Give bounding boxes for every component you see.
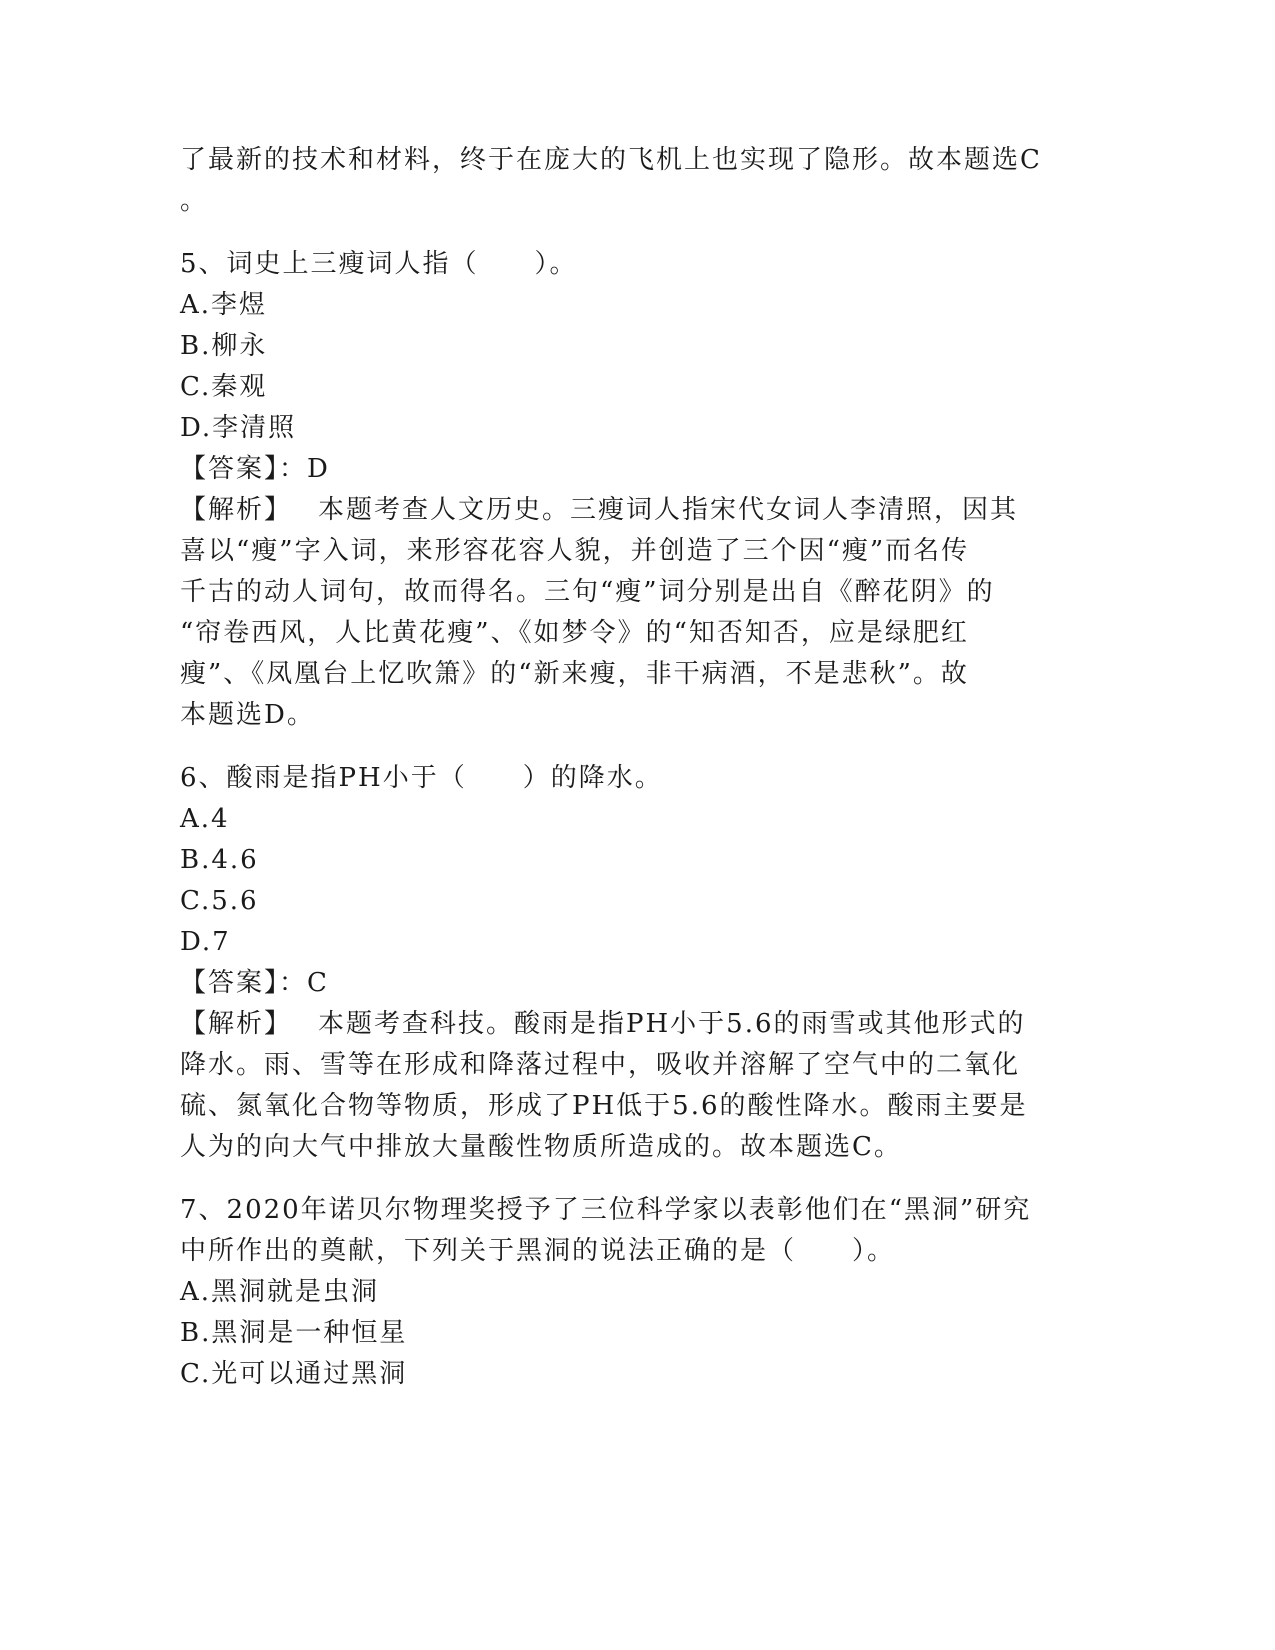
document-page	[180, 140, 1040, 1395]
option-d: D.李清照	[180, 413, 297, 443]
answer-label: 【答案】：	[180, 968, 308, 998]
analysis-line: 瘦”、《凤凰台上忆吹箫》的“新来瘦，非干病酒，不是悲秋”。故	[180, 659, 969, 689]
option-d: D.7	[180, 927, 231, 957]
question-stem: 中所作出的奠献，下列关于黑洞的说法正确的是（ ）。	[180, 1236, 896, 1266]
question-stem: 5、词史上三瘦词人指（ ）。	[180, 249, 578, 279]
analysis-line: 喜以“瘦”字入词，来形容花容人貌，并创造了三个因“瘦”而名传	[180, 536, 970, 566]
analysis	[180, 1004, 1040, 1168]
option-a: A.李煜	[180, 290, 268, 320]
option-c: C.光可以通过黑洞	[180, 1359, 408, 1389]
question-7	[180, 1190, 1040, 1395]
question-6	[180, 758, 1040, 1168]
analysis-line: 硫、氮氧化合物等物质，形成了PH低于5.6的酸性降水。酸雨主要是	[180, 1091, 1028, 1121]
answer-line	[180, 449, 1040, 490]
analysis-line: 千古的动人词句，故而得名。三句“瘦”词分别是出自《醉花阴》的	[180, 577, 995, 607]
option-b: B.柳永	[180, 331, 268, 361]
answer-value: D	[307, 454, 330, 484]
analysis-label: 【解析】	[180, 1009, 293, 1039]
option-c: C.秦观	[180, 372, 268, 402]
answer-line	[180, 963, 1040, 1004]
question-stem: 6、酸雨是指PH小于（ ）的降水。	[180, 763, 663, 793]
option-b: B.4.6	[180, 845, 259, 875]
option-a: A.4	[180, 804, 230, 834]
question-stem: 7、2020年诺贝尔物理奖授予了三位科学家以表彰他们在“黑洞”研究	[180, 1195, 1032, 1225]
question-5	[180, 244, 1040, 736]
answer-value: C	[307, 968, 329, 998]
option-b: B.黑洞是一种恒星	[180, 1318, 408, 1348]
analysis-line: 人为的向大气中排放大量酸性物质所造成的。故本题选C。	[180, 1132, 902, 1162]
analysis-text: 本题考查科技。酸雨是指PH小于5.6的雨雪或其他形式的	[318, 1009, 1026, 1039]
option-c: C.5.6	[180, 886, 259, 916]
analysis-label: 【解析】	[180, 495, 293, 525]
text-line: 。	[180, 186, 209, 216]
analysis-line	[180, 490, 1040, 531]
analysis-line: 本题选D。	[180, 700, 315, 730]
analysis-line: “帘卷西风，人比黄花瘦”、《如梦令》的“知否知否，应是绿肥红	[180, 618, 969, 648]
analysis-text: 本题考查人文历史。三瘦词人指宋代女词人李清照，因其	[318, 495, 1019, 525]
option-a: A.黑洞就是虫洞	[180, 1277, 380, 1307]
analysis-line	[180, 1004, 1040, 1045]
analysis	[180, 490, 1040, 736]
answer-label: 【答案】：	[180, 454, 308, 484]
text-line: 了最新的技术和材料，终于在庞大的飞机上也实现了隐形。故本题选C	[180, 145, 1042, 175]
analysis-line: 降水。雨、雪等在形成和降落过程中，吸收并溶解了空气中的二氧化	[180, 1050, 1021, 1080]
previous-analysis-continuation	[180, 140, 1040, 222]
